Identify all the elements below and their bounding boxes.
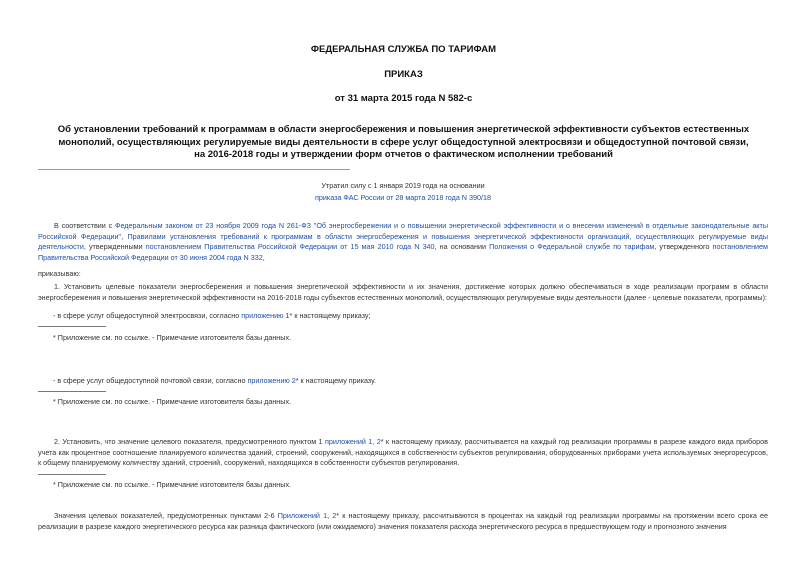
appendix-1-link[interactable]: приложению 1: [241, 311, 290, 320]
item-3-text: ,: [327, 511, 333, 520]
preamble-text: ,: [121, 231, 128, 241]
footnote-rule: [38, 391, 106, 392]
document-title: Об установлении требований к программам в области энергосбережения и повышения энергетической эффективности субъектов естественных монополий, осуществляющих регулируемые виды деятельности в сфере услуг общедоступной электросвязи и общедоступной почтовой связи, на 2016-2018 годы и утверждении форм отчетов о фактическом исполнении требований: [57, 124, 750, 160]
revocation-note: [230, 180, 576, 204]
agency-name: ФЕДЕРАЛЬНАЯ СЛУЖБА ПО ТАРИФАМ: [310, 44, 497, 55]
appendices-1-link[interactable]: приложений 1: [324, 437, 373, 446]
footnote: * Приложение см. по ссылке. - Примечание изготовителя базы данных.: [53, 397, 292, 406]
item-2-text: ,: [372, 437, 377, 446]
preamble-text: , утвержденного: [654, 242, 713, 251]
regulation-link[interactable]: Положения о Федеральной службе по тарифам: [489, 242, 655, 251]
item-1a-text: * к настоящему приказу;: [289, 311, 371, 320]
item-1b-line: [53, 376, 376, 385]
item-1-paragraph: 1. Установить целевые показатели энергосбережения и повышения энергетической эффективности и их значения, достижение которых должно обеспечиваться в ходе реализации программ в области энергосбережения и повышения энергетической эффективности на 2016-2018 годы субъектов естественных монополий, осуществляющих регулируемые виды деятельности (далее - целевые показатели, программы):: [38, 282, 768, 302]
item-1b-text: - в сфере услуг общедоступной почтовой связи, согласно: [53, 376, 248, 385]
item-2-paragraph: [38, 437, 768, 469]
federal-law-link[interactable]: Федеральным законом от 23 ноября 2009 года N 261-ФЗ "Об энергосбережении и о повышении энергетической эффективности и о внесении изменений в отдельные законодательные акты Российской Федерации": [38, 221, 768, 241]
appendix-2-link[interactable]: 2: [376, 437, 381, 446]
item-1a-line: [53, 311, 371, 320]
rules-link[interactable]: Правилами установления требований к программам в области энергосбережения и повышения энергетической эффективности организаций, осуществляющих регулируемые виды деятельности: [38, 231, 768, 251]
preamble-paragraph: [38, 221, 768, 263]
divider: [38, 169, 350, 170]
decree-332-link[interactable]: постановлением Правительства Российской Федерации от 30 июня 2004 года N 332: [38, 242, 768, 262]
footnote-rule: [38, 326, 106, 327]
footnote: * Приложение см. по ссылке. - Примечание изготовителя базы данных.: [53, 480, 292, 489]
appendices-1-link[interactable]: Приложений 1: [277, 511, 328, 520]
preamble-text: , утвержденными: [83, 242, 146, 251]
item-1a-text: - в сфере услуг общедоступной электросвязи, согласно: [53, 311, 242, 320]
appendix-2-link[interactable]: 2: [332, 511, 337, 520]
item-2-text: 2. Установить, что значение целевого показателя, предусмотренного пунктом 1: [54, 437, 325, 446]
decree-340-link[interactable]: постановлением Правительства Российской Федерации от 15 мая 2010 года N 340: [145, 242, 435, 251]
revocation-link[interactable]: приказа ФАС России от 28 марта 2018 года N 390/18: [315, 193, 491, 202]
item-1b-text: * к настоящему приказу.: [295, 376, 376, 385]
preamble-text: ,: [262, 252, 265, 262]
footnote-rule: [38, 474, 106, 475]
document-date: от 31 марта 2015 года N 582-с: [334, 93, 473, 104]
preamble-text: В соответствии с: [54, 221, 115, 230]
item-2-text: * к настоящему приказу, рассчитывается на каждый год реализации программы в разрезе каждого вида приборов учета как процентное соотношение планируемого количества зданий, строений, сооружений, находящихся в собственности субъектов регулирования, оборудованных приборами учета используемых энергоресурсов, к общему планируемому количеству зданий, строений, сооружений, находящихся в собственности субъектов регулирования.: [38, 437, 768, 467]
orders-word: приказываю:: [38, 269, 81, 278]
revocation-text: Утратил силу с 1 января 2019 года на основании: [321, 181, 485, 190]
item-3-text: * к настоящему приказу, рассчитываются в процентах на каждый год реализации программы на протяжении всего срока ее реализации в разрезе каждого энергетического ресурса как разница фактического (или ожидаемого) значения показателя расхода энергетического ресурса в предшествующем году и прогнозного значения: [38, 511, 769, 531]
document-type: ПРИКАЗ: [384, 69, 423, 80]
appendix-2-link[interactable]: приложению 2: [247, 376, 296, 385]
preamble-text: , на основании: [434, 242, 490, 251]
footnote: * Приложение см. по ссылке. - Примечание изготовителя базы данных.: [53, 333, 292, 342]
item-3-paragraph: [38, 511, 768, 532]
item-3-text: Значения целевых показателей, предусмотренных пунктами 2-6: [54, 511, 278, 520]
